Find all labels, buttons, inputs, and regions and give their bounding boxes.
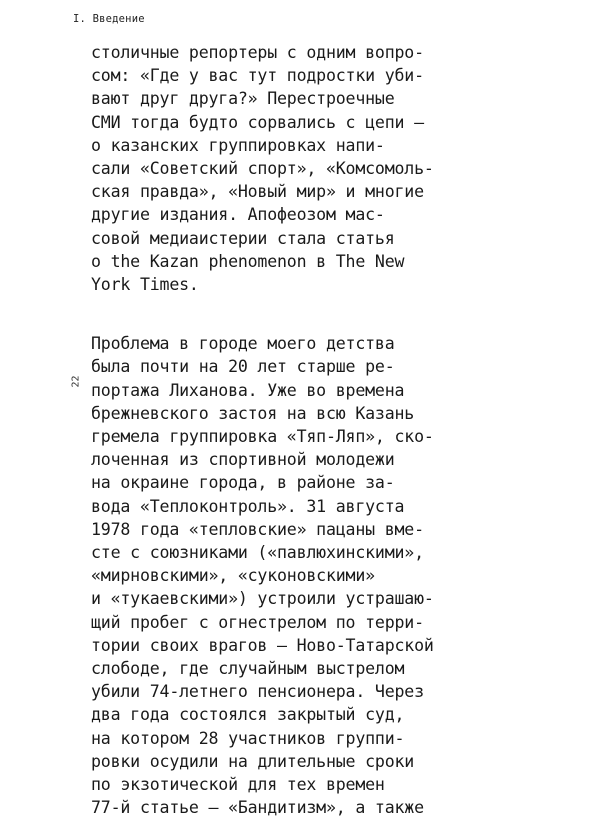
text-line: о казанских группировках напи- [91, 135, 385, 155]
text-line: СМИ тогда будто сорвались с цепи — [91, 112, 424, 132]
text-line: лоченная из спортивной молодежи [91, 450, 395, 470]
text-line: по экзотической для тех времен [91, 775, 385, 795]
text-line: столичные репортеры с одним вопро- [91, 43, 424, 62]
text-line: о the Kazan phenomenon в The New [91, 251, 405, 271]
text-line: убили 74-летнего пенсионера. Через [91, 682, 424, 702]
running-head: I. Введение [73, 13, 145, 25]
text-line: 77-й статье — «Бандитизм», а также [91, 798, 424, 818]
text-line: на окраине города, в районе за- [91, 473, 395, 493]
paragraph-2 [91, 332, 591, 819]
text-line: портажа Лиханова. Уже во времена [91, 380, 405, 400]
text-line: другие издания. Апофеозом мас- [91, 205, 385, 225]
text-line: вают друг друга?» Перестроечные [91, 89, 395, 109]
text-line: 1978 года «тепловские» пацаны вме- [91, 519, 424, 539]
page-number: 22 [70, 375, 82, 388]
text-line: сте с союзниками («павлюхинскими», [91, 543, 424, 563]
paragraph-gap [91, 296, 591, 332]
body-text [91, 41, 591, 820]
text-line: на котором 28 участников группи- [91, 728, 405, 748]
text-line: ровки осудили на длительные сроки [91, 751, 415, 771]
text-line: два года состоялся закрытый суд, [91, 705, 405, 725]
text-line: ская правда», «Новый мир» и многие [91, 182, 424, 202]
text-line: Проблема в городе моего детства [91, 334, 395, 354]
text-line: щий пробег с огнестрелом по терри- [91, 612, 424, 632]
text-line: совой медиаистерии стала статья [91, 228, 395, 248]
text-line: брежневского застоя на всю Казань [91, 403, 415, 423]
text-line: сали «Советский спорт», «Комсомоль- [91, 159, 434, 179]
text-line: «мирновскими», «суконовскими» [91, 566, 375, 586]
text-line: гремела группировка «Тяп-Ляп», ско- [91, 427, 434, 447]
paragraph-1 [91, 41, 591, 296]
text-line: была почти на 20 лет старше ре- [91, 357, 395, 377]
text-line: тории своих врагов — Ново-Татарской [91, 635, 434, 655]
text-line: York Times. [91, 275, 199, 295]
text-line: вода «Теплоконтроль». 31 августа [91, 496, 405, 516]
text-line: слободе, где случайным выстрелом [91, 659, 405, 679]
text-line: и «тукаевскими») устроили устрашаю- [91, 589, 434, 609]
text-line: сом: «Где у вас тут подростки уби- [91, 66, 424, 86]
